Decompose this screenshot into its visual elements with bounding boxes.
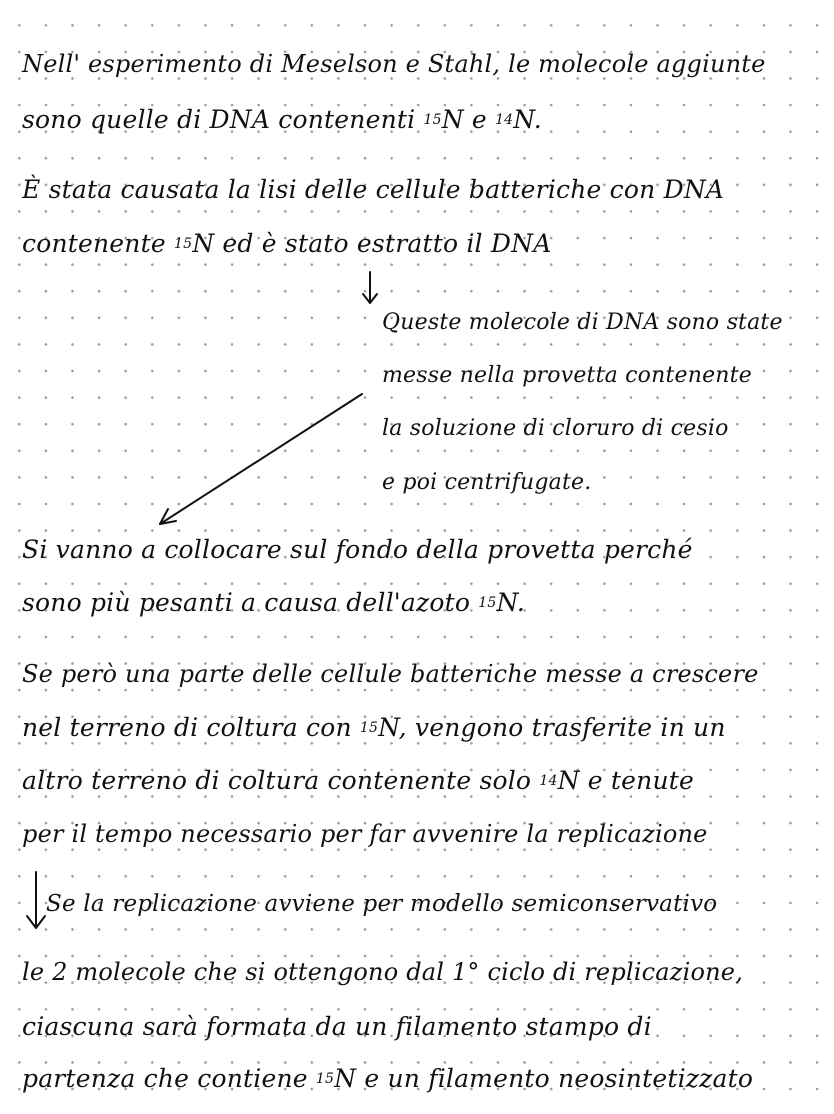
down-arrow-icon bbox=[363, 272, 377, 303]
text-line: nel terreno di coltura con $^{15}$N, vengono trasferite in un bbox=[22, 713, 726, 742]
text-line: per il tempo necessario per far avvenire la replicazione bbox=[22, 820, 708, 848]
text-line: Se la replicazione avviene per modello semiconservativo bbox=[46, 891, 718, 917]
text-line: Se però una parte delle cellule batteriche messe a crescere bbox=[22, 660, 759, 688]
text-line: le 2 molecole che si ottengono dal 1° ciclo di replicazione, bbox=[22, 958, 744, 986]
text-line: altro terreno di coltura contenente solo $^{14}$N e tenute bbox=[22, 766, 695, 795]
text-line: Si vanno a collocare sul fondo della provetta perché bbox=[22, 535, 693, 564]
text-line: sono più pesanti a causa dell'azoto $^{15}$N. bbox=[22, 588, 526, 617]
text-line: contenente $^{15}$N ed è stato estratto il DNA bbox=[22, 229, 552, 258]
text-line: Queste molecole di DNA sono state bbox=[382, 310, 783, 335]
diagonal-arrow-icon bbox=[160, 394, 362, 524]
text-line: È stata causata la lisi delle cellule batteriche con DNA bbox=[22, 175, 725, 204]
text-line: sono quelle di DNA contenenti $^{15}$N e $^{14}$N. bbox=[22, 105, 542, 134]
text-line: ciascuna sarà formata da un filamento stampo di bbox=[22, 1012, 652, 1041]
text-line: messe nella provetta contenente bbox=[382, 363, 752, 388]
text-line: Nell' esperimento di Meselson e Stahl, le molecole aggiunte bbox=[22, 50, 766, 78]
down-arrow-icon bbox=[27, 872, 45, 928]
text-line: la soluzione di cloruro di cesio bbox=[382, 416, 729, 441]
text-line: e poi centrifugate. bbox=[382, 470, 592, 495]
text-line: partenza che contiene $^{15}$N e un filamento neosintetizzato bbox=[22, 1064, 754, 1093]
